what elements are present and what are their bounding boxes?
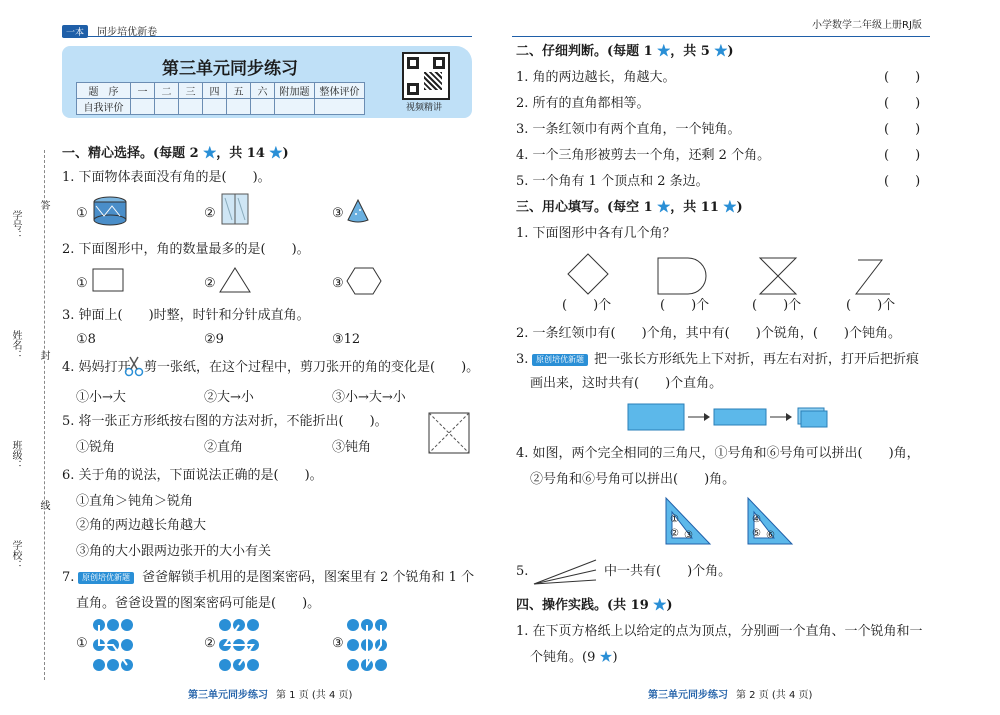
cell: 五 [227, 83, 251, 99]
s3-q2: 2. 一条红领巾有( )个角，其中有( )个锐角，( )个钝角。 [516, 326, 901, 341]
grade-label: 小学数学二年级上册RJ版 [812, 20, 922, 31]
s3-q4-b: ②号角和⑥号角可以拼出( )角。 [530, 472, 736, 487]
q3-opt2: ②9 [204, 332, 224, 347]
q7-opt2: ② [204, 636, 216, 651]
star-icon: ★ [657, 44, 671, 59]
left-footer-page: 第 1 页 (共 4 页) [276, 690, 353, 701]
star-icon: ★ [653, 598, 667, 613]
s4-q1-b: 个钝角。(9 ★) [530, 650, 618, 665]
q1-opt3: ③ [332, 206, 344, 221]
right-footer-page: 第 2 页 (共 4 页) [736, 690, 813, 701]
q7-number: 7. [62, 570, 75, 585]
q3-opt1: ①8 [76, 332, 96, 347]
judge-item-4: 4. 一个三角形被剪去一个角，还剩 2 个角。 [516, 148, 771, 163]
q4-text-b: 剪一张纸，在这个过程中，剪刀张开的角的变化是( )。 [144, 360, 480, 375]
angle-label-1: ① [670, 514, 679, 525]
judge-item-5: 5. 一个角有 1 个顶点和 2 条边。 [516, 174, 709, 189]
left-footer-title: 第三单元同步练习 [188, 690, 268, 701]
rays-figure [532, 556, 598, 590]
star-icon: ★ [269, 146, 283, 161]
q1-opt1: ① [76, 206, 88, 221]
q4-opt1: ①小→大 [76, 390, 126, 405]
judge-blank-4[interactable]: ( ) [884, 148, 921, 163]
q7-opt1: ① [76, 636, 88, 651]
s3-q4-a: 4. 如图，两个完全相同的三角尺，①号角和⑥号角可以拼出( )角， [516, 446, 920, 461]
q2-opt2: ② [204, 276, 216, 291]
angle-label-4: ④ [752, 514, 761, 525]
q5-text: 5. 将一张正方形纸按右图的方法对折，不能折出( )。 [62, 414, 388, 429]
star-icon: ★ [203, 146, 217, 161]
q1-text: 1. 下面物体表面没有角的是( )。 [62, 170, 271, 185]
seal-char: 封 [38, 350, 49, 360]
q6-text: 6. 关于角的说法，下面说法正确的是( )。 [62, 468, 323, 483]
q6-opt1: ①直角＞钝角＞锐角 [76, 494, 194, 509]
q4-opt3: ③小→大→小 [332, 390, 406, 405]
cell: 四 [203, 83, 227, 99]
cell: 自我评价 [77, 99, 131, 115]
cell: 一 [131, 83, 155, 99]
right-footer-title: 第三单元同步练习 [648, 690, 728, 701]
judge-item-1: 1. 角的两边越长，角越大。 [516, 70, 676, 85]
star-icon: ★ [714, 44, 728, 59]
s4-heading: 四、操作实践。(共 19 ★) [516, 598, 673, 613]
s3-q1-blank-1[interactable]: ( )个 [562, 298, 612, 313]
s3-q3-text-b: 把一张长方形纸先上下对折，再左右对折，打开后把折痕 [594, 352, 920, 367]
angle-label-3: ③ [684, 530, 693, 541]
q2-opt3: ③ [332, 276, 344, 291]
s3-heading: 三、用心填写。(每空 1 ★，共 11 ★) [516, 200, 743, 215]
q5-opt3: ③钝角 [332, 440, 372, 455]
q3-text: 3. 钟面上( )时整，时针和分针成直角。 [62, 308, 310, 323]
student-number-label: 学号： [10, 210, 21, 240]
q6-opt2: ②角的两边越长角越大 [76, 518, 207, 533]
judge-blank-1[interactable]: ( ) [884, 70, 921, 85]
cone-slice-icon [346, 198, 370, 228]
diamond-shape [566, 252, 610, 300]
series-name: 同步培优新卷 [97, 27, 158, 38]
judge-item-2: 2. 所有的直角都相等。 [516, 96, 650, 111]
q5-opt1: ①锐角 [76, 440, 116, 455]
angle-label-6: ⑥ [766, 530, 775, 541]
q2-text: 2. 下面图形中，角的数量最多的是( )。 [62, 242, 310, 257]
series-logo: 一本 [62, 25, 88, 38]
hourglass-shape [758, 256, 798, 300]
page-title: 第三单元同步练习 [162, 59, 298, 79]
class-label: 班级： [10, 440, 21, 470]
drum-icon [92, 196, 128, 230]
cell: 整体评价 [315, 83, 365, 99]
s3-q1-blank-2[interactable]: ( )个 [660, 298, 710, 313]
original-question-badge: 原创培优新题 [78, 572, 134, 584]
cell: 六 [251, 83, 275, 99]
paper-fold-figure [626, 400, 836, 438]
pattern-lock-3 [346, 618, 388, 676]
star-icon: ★ [599, 650, 613, 665]
qr-code [402, 52, 450, 100]
star-icon: ★ [723, 200, 737, 215]
q4-opt2: ②大→小 [204, 390, 254, 405]
s3-q5-text: 中一共有( )个角。 [604, 564, 732, 579]
angle-label-2: ② [670, 528, 679, 539]
triangle-shape [218, 266, 252, 298]
cell: 二 [155, 83, 179, 99]
title-box [62, 46, 472, 118]
seal-char: 线 [38, 500, 49, 510]
binding-line [44, 150, 45, 680]
header-rule-left [62, 36, 472, 37]
s1-heading: 一、精心选择。(每题 2 ★，共 14 ★) [62, 146, 289, 161]
original-question-badge: 原创培优新题 [532, 354, 588, 366]
q7-text-c: 直角。爸爸设置的图案密码可能是( )。 [76, 596, 321, 611]
q3-opt3: ③12 [332, 332, 361, 347]
q7-opt3: ③ [332, 636, 344, 651]
rectangle-shape [92, 268, 124, 296]
header-rule-right [512, 36, 930, 37]
cell: 题 序 [77, 83, 131, 99]
hexagon-shape [346, 266, 382, 300]
judge-item-3: 3. 一条红领巾有两个直角，一个钝角。 [516, 122, 741, 137]
s3-q1: 1. 下面图形中各有几个角？ [516, 226, 676, 241]
s3-q3-text-c: 画出来，这时共有( )个直角。 [530, 376, 723, 391]
pattern-lock-2 [218, 618, 260, 676]
q7-text-b: 爸爸解锁手机用的是图案密码，图案里有 2 个锐角和 1 个 [142, 570, 475, 585]
name-label: 姓名： [10, 330, 21, 360]
angle-label-5: ⑤ [752, 528, 761, 539]
judge-blank-5[interactable]: ( ) [884, 174, 921, 189]
star-icon: ★ [657, 200, 671, 215]
pattern-lock-1 [92, 618, 134, 676]
s4-q1-a: 1. 在下页方格纸上以给定的点为顶点，分别画一个直角、一个锐角和一 [516, 624, 923, 639]
d-shape [656, 256, 710, 300]
judge-blank-2[interactable]: ( ) [884, 96, 921, 111]
scissors-icon [124, 355, 144, 381]
school-label: 学校： [10, 540, 21, 570]
cell: 附加题 [275, 83, 315, 99]
seal-char: 答 [38, 200, 49, 210]
q5-opt2: ②直角 [204, 440, 244, 455]
q6-opt3: ③角的大小跟两边张开的大小有关 [76, 544, 272, 559]
q4-text-a: 4. 妈妈打开 [62, 360, 131, 375]
s3-q3-number: 3. [516, 352, 529, 367]
cabinet-icon [220, 192, 250, 230]
s2-heading: 二、仔细判断。(每题 1 ★，共 5 ★) [516, 44, 734, 59]
folded-square-figure [428, 412, 470, 458]
q1-opt2: ② [204, 206, 216, 221]
judge-blank-3[interactable]: ( ) [884, 122, 921, 137]
qr-label: 视频精讲 [406, 103, 443, 113]
cell: 三 [179, 83, 203, 99]
s3-q1-blank-3[interactable]: ( )个 [752, 298, 802, 313]
s3-q1-blank-4[interactable]: ( )个 [846, 298, 896, 313]
z-shape [852, 258, 892, 300]
q2-opt1: ① [76, 276, 88, 291]
s3-q5-number: 5. [516, 564, 529, 579]
self-eval-table [76, 82, 365, 115]
